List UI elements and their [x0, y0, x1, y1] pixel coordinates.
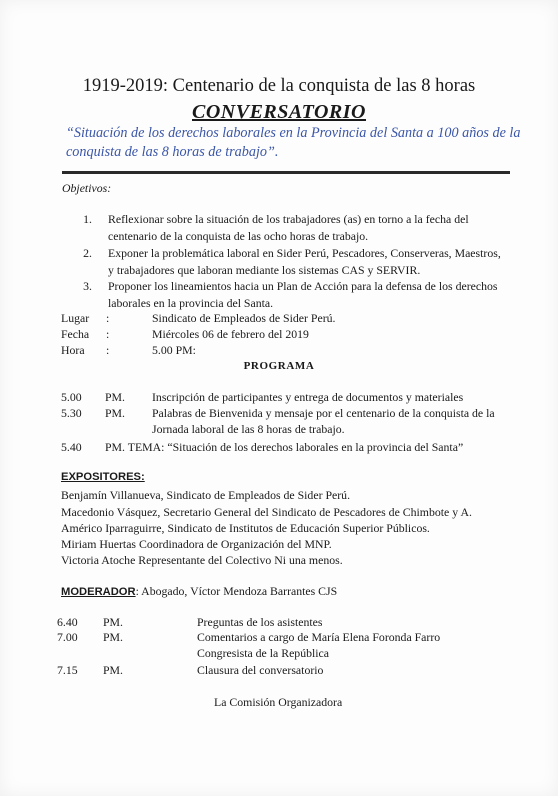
closing-item-text: Comentarios a cargo de María Elena Foronda Farro: [197, 630, 441, 644]
program-time: 5.30: [61, 406, 82, 420]
objective-line: Reflexionar sobre la situación de los trabajadores (as) en torno a la fecha del: [108, 212, 469, 226]
event-type-heading: CONVERSATORIO: [192, 101, 366, 123]
detail-label-hora: Hora: [61, 343, 85, 357]
closing-ampm: PM.: [103, 615, 123, 629]
detail-separator: :: [106, 343, 110, 357]
objective-line: y trabajadores que laboran mediante los sistemas CAS y SERVIR.: [108, 263, 421, 277]
organizer-signature: La Comisión Organizadora: [214, 695, 343, 709]
objective-line: centenario de la conquista de las ocho horas de trabajo.: [108, 229, 369, 243]
objectives-label: Objetivos:: [62, 181, 112, 195]
program-ampm: PM.: [105, 406, 125, 420]
detail-value-hora: 5.00 PM:: [152, 343, 196, 357]
closing-ampm: PM.: [103, 663, 123, 677]
objective-line: Proponer los lineamientos hacia un Plan de Acción para la defensa de los derechos: [108, 279, 498, 293]
program-item-text: Jornada laboral de las 8 horas de trabajo.: [152, 422, 345, 436]
header-divider: [62, 171, 510, 174]
objective-number: 1.: [83, 212, 92, 226]
program-heading: PROGRAMA: [243, 360, 315, 372]
program-time: 5.00: [61, 390, 82, 404]
program-ampm: PM.: [105, 390, 125, 404]
closing-item-text: Clausura del conversatorio: [197, 663, 324, 677]
detail-value-lugar: Sindicato de Empleados de Sider Perú.: [152, 311, 336, 325]
speaker-item: Benjamín Villanueva, Sindicato de Empleados de Sider Perú.: [61, 488, 351, 502]
detail-value-fecha: Miércoles 06 de febrero del 2019: [152, 327, 309, 341]
speaker-item: Macedonio Vásquez, Secretario General del Sindicato de Pescadores de Chimbote y A.: [61, 505, 472, 519]
speaker-item: Victoria Atoche Representante del Colectivo Ni una menos.: [61, 553, 343, 567]
closing-item-text: Preguntas de los asistentes: [197, 615, 323, 629]
closing-time: 7.15: [57, 663, 78, 677]
objective-number: 3.: [83, 279, 92, 293]
event-subtitle: “Situación de los derechos laborales en la Provincia del Santa a 100 años de la conquista de las 8 horas de trabajo”.: [66, 125, 521, 160]
speakers-heading: EXPOSITORES:: [61, 471, 145, 483]
detail-separator: :: [106, 311, 110, 325]
speaker-item: Miriam Huertas Coordinadora de Organización del MNP.: [61, 537, 332, 551]
closing-time: 7.00: [57, 630, 78, 644]
program-topic: PM. TEMA: “Situación de los derechos laborales en la provincia del Santa”: [105, 440, 464, 454]
moderator-text: : Abogado, Víctor Mendoza Barrantes CJS: [135, 584, 338, 598]
detail-separator: :: [106, 327, 110, 341]
closing-ampm: PM.: [103, 630, 123, 644]
objective-line: laborales en la provincia del Santa.: [108, 296, 274, 310]
detail-label-lugar: Lugar: [61, 311, 90, 325]
detail-label-fecha: Fecha: [61, 327, 90, 341]
closing-time: 6.40: [57, 615, 78, 629]
speaker-item: Américo Iparraguirre, Sindicato de Institutos de Educación Superior Públicos.: [61, 521, 430, 535]
moderator-heading: MODERADOR: [61, 586, 136, 598]
closing-item-text: Congresista de la República: [197, 646, 330, 660]
moderator-row: [61, 582, 337, 600]
objective-line: Exponer la problemática laboral en Sider Perú, Pescadores, Conserveras, Maestros,: [108, 246, 501, 260]
program-item-text: Inscripción de participantes y entrega de documentos y materiales: [152, 390, 464, 404]
page-title: 1919-2019: Centenario de la conquista de las 8 horas: [82, 76, 476, 96]
objective-number: 2.: [83, 246, 92, 260]
program-time: 5.40: [61, 440, 82, 454]
program-item-text: Palabras de Bienvenida y mensaje por el centenario de la conquista de la: [152, 406, 495, 420]
